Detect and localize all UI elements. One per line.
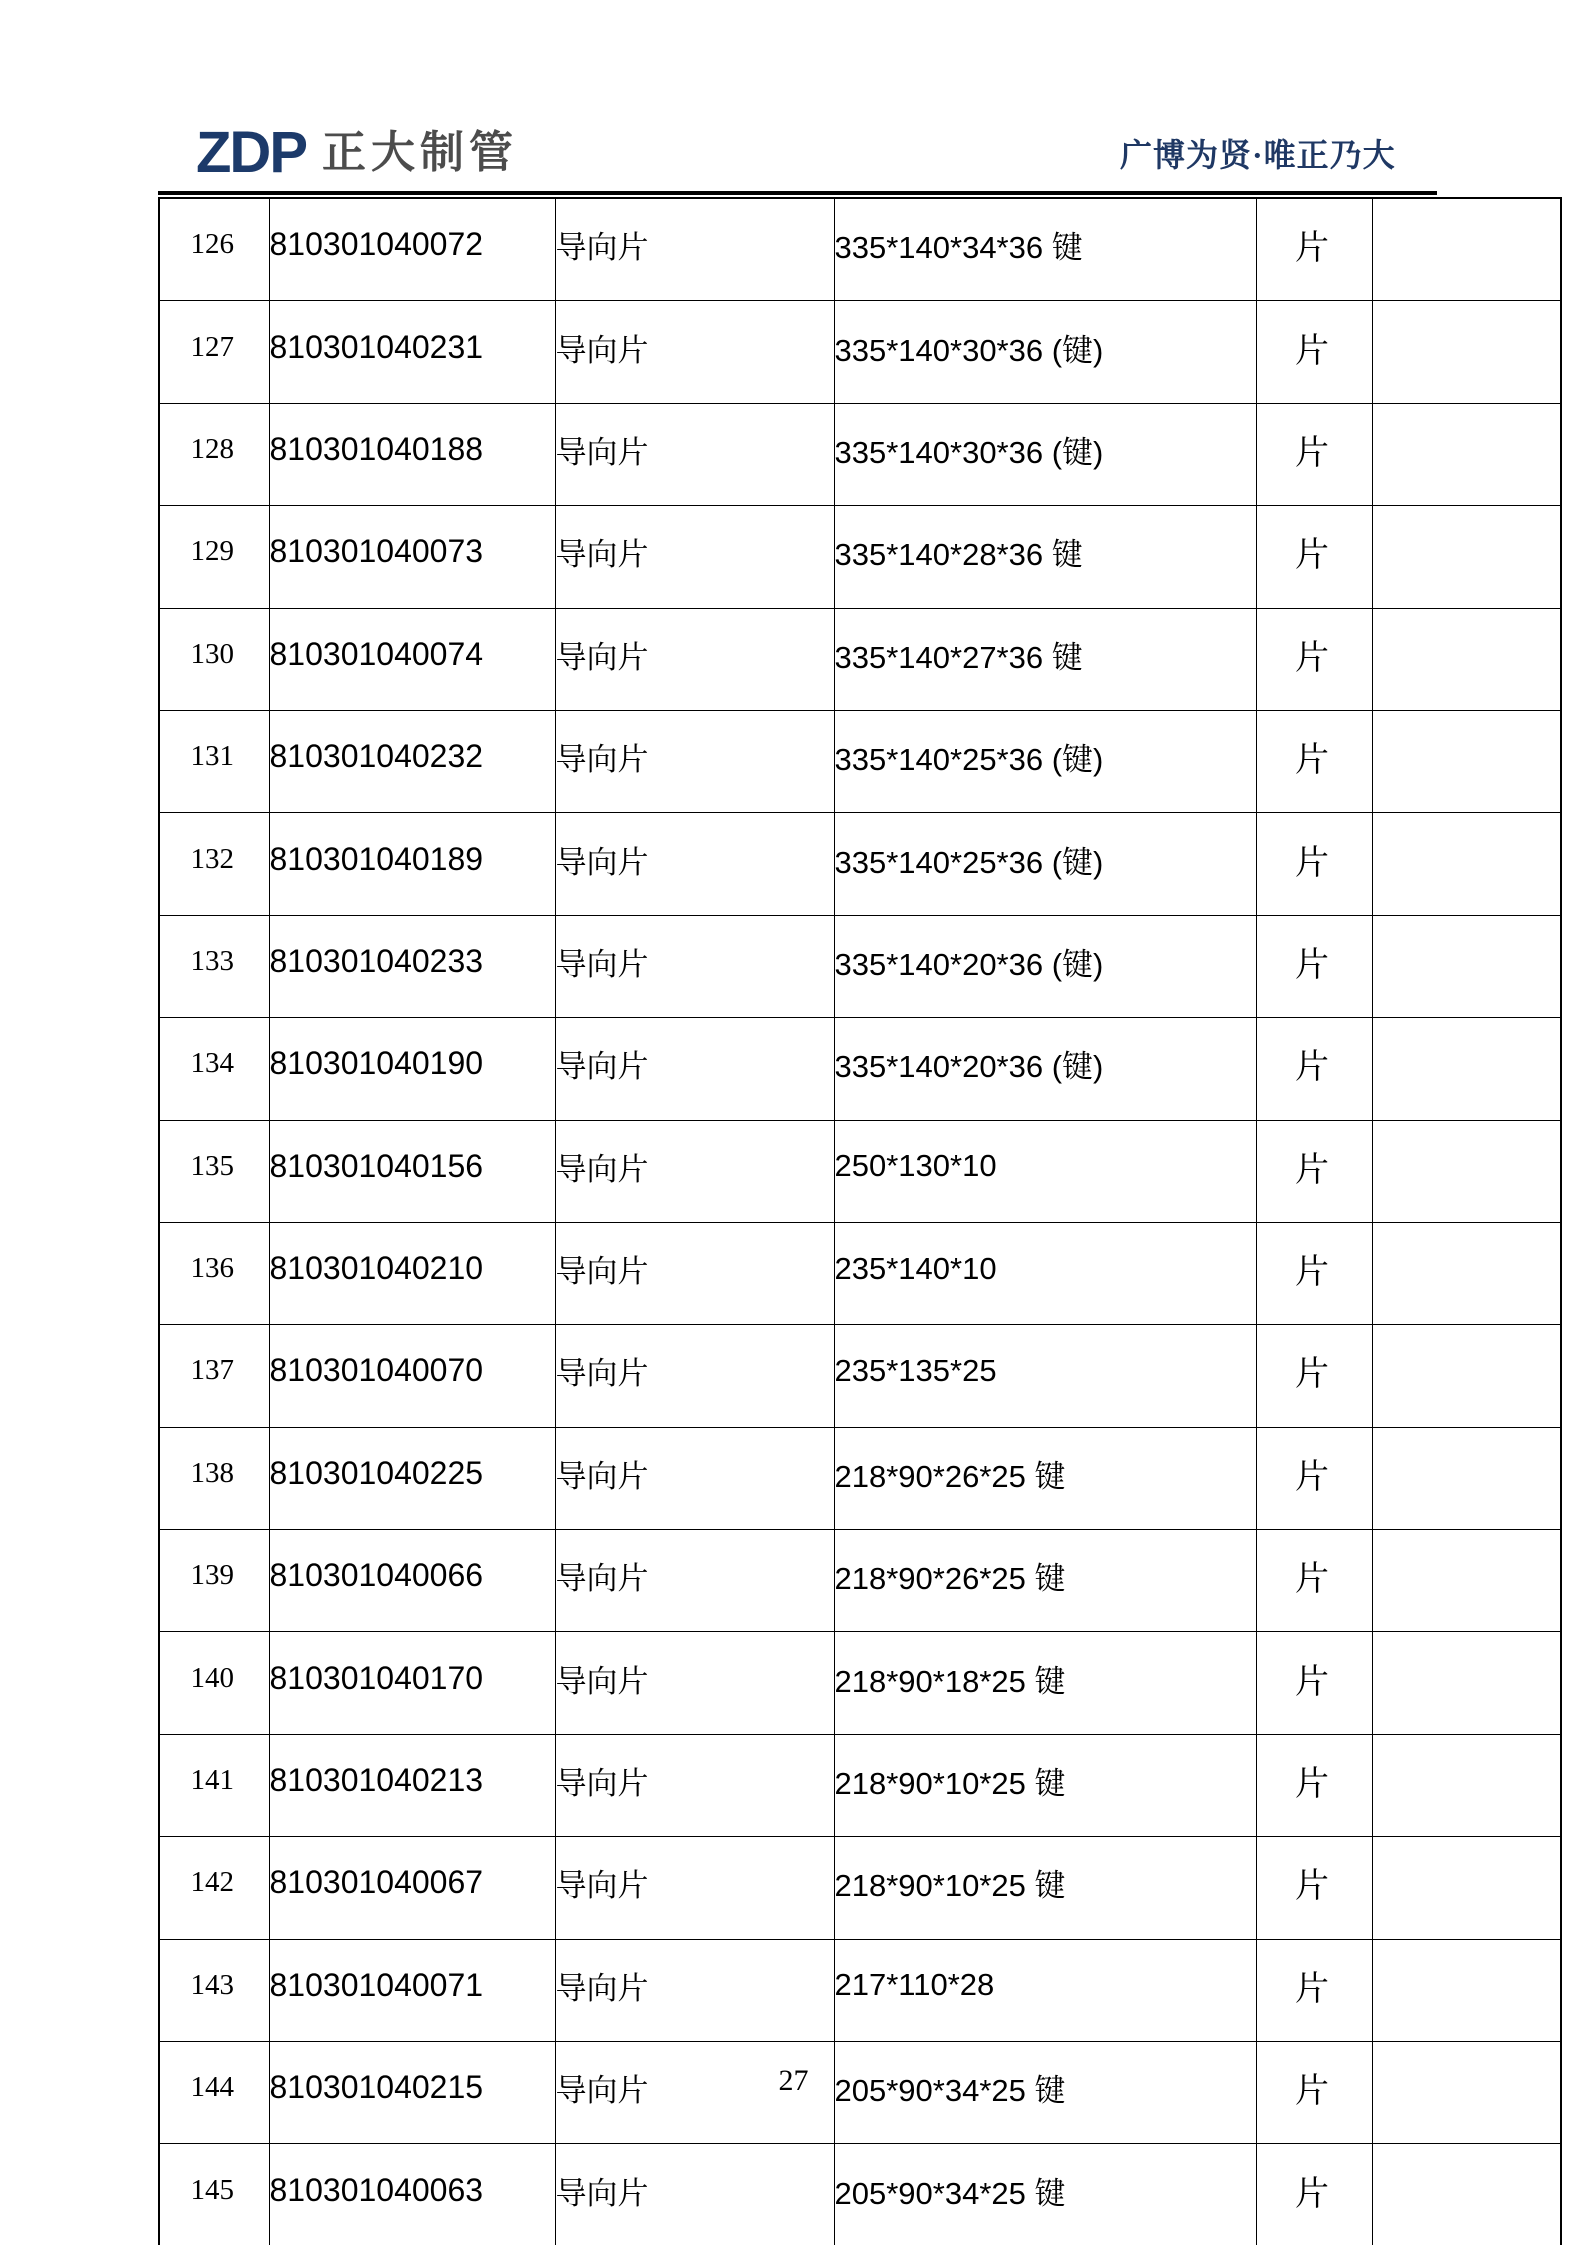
material-name-cell: 导向片 (555, 1837, 834, 1939)
material-name-cell: 导向片 (555, 301, 834, 403)
table-row (159, 1734, 1561, 1836)
unit-cell: 片 (1256, 506, 1372, 608)
table-row (159, 1325, 1561, 1427)
material-code-cell: 810301040070 (269, 1325, 555, 1427)
table-row (159, 1939, 1561, 2041)
spec-cell: 335*140*20*36 (键) (834, 915, 1256, 1017)
page-number: 27 (778, 2064, 809, 2097)
material-name-cell: 导向片 (555, 2042, 834, 2144)
unit-cell: 片 (1256, 2042, 1372, 2144)
note-cell (1372, 1632, 1561, 1734)
spec-cell: 335*140*34*36 键 (834, 198, 1256, 301)
spec-cell: 218*90*10*25 键 (834, 1734, 1256, 1836)
spec-cell: 205*90*34*25 键 (834, 2042, 1256, 2144)
table-row (159, 1530, 1561, 1632)
note-cell (1372, 2144, 1561, 2245)
material-name-cell: 导向片 (555, 1632, 834, 1734)
note-cell (1372, 301, 1561, 403)
spec-cell: 335*140*25*36 (键) (834, 710, 1256, 812)
note-cell (1372, 710, 1561, 812)
material-code-cell: 810301040067 (269, 1837, 555, 1939)
note-cell (1372, 506, 1561, 608)
table-row (159, 2144, 1561, 2245)
header-rule-line (158, 191, 1437, 195)
table-row (159, 1427, 1561, 1529)
material-code-cell: 810301040233 (269, 915, 555, 1017)
row-index-cell: 135 (159, 1120, 269, 1222)
material-name-cell: 导向片 (555, 403, 834, 505)
material-code-cell: 810301040170 (269, 1632, 555, 1734)
material-code-cell: 810301040063 (269, 2144, 555, 2245)
material-code-cell: 810301040231 (269, 301, 555, 403)
material-name-cell: 导向片 (555, 198, 834, 301)
table-row (159, 813, 1561, 915)
note-cell (1372, 1530, 1561, 1632)
row-index-cell: 134 (159, 1018, 269, 1120)
row-index-cell: 136 (159, 1222, 269, 1324)
material-code-cell: 810301040072 (269, 198, 555, 301)
spec-cell: 335*140*28*36 键 (834, 506, 1256, 608)
spec-cell: 335*140*27*36 键 (834, 608, 1256, 710)
row-index-cell: 138 (159, 1427, 269, 1529)
material-code-cell: 810301040210 (269, 1222, 555, 1324)
row-index-cell: 127 (159, 301, 269, 403)
table-row (159, 1120, 1561, 1222)
row-index-cell: 137 (159, 1325, 269, 1427)
material-name-cell: 导向片 (555, 1325, 834, 1427)
material-code-cell: 810301040232 (269, 710, 555, 812)
material-code-cell: 810301040189 (269, 813, 555, 915)
table-row (159, 915, 1561, 1017)
material-name-cell: 导向片 (555, 2144, 834, 2245)
row-index-cell: 140 (159, 1632, 269, 1734)
spec-cell: 235*140*10 (834, 1222, 1256, 1324)
material-code-cell: 810301040074 (269, 608, 555, 710)
row-index-cell: 130 (159, 608, 269, 710)
material-name-cell: 导向片 (555, 1222, 834, 1324)
row-index-cell: 144 (159, 2042, 269, 2144)
material-name-cell: 导向片 (555, 506, 834, 608)
spec-cell: 218*90*26*25 键 (834, 1530, 1256, 1632)
unit-cell: 片 (1256, 1325, 1372, 1427)
note-cell (1372, 608, 1561, 710)
note-cell (1372, 813, 1561, 915)
table-row (159, 198, 1561, 301)
unit-cell: 片 (1256, 915, 1372, 1017)
note-cell (1372, 1325, 1561, 1427)
table-row (159, 1632, 1561, 1734)
row-index-cell: 131 (159, 710, 269, 812)
unit-cell: 片 (1256, 1120, 1372, 1222)
material-code-cell: 810301040066 (269, 1530, 555, 1632)
material-name-cell: 导向片 (555, 813, 834, 915)
unit-cell: 片 (1256, 403, 1372, 505)
spec-cell: 335*140*25*36 (键) (834, 813, 1256, 915)
unit-cell: 片 (1256, 1939, 1372, 2041)
spec-cell: 335*140*30*36 (键) (834, 403, 1256, 505)
unit-cell: 片 (1256, 1837, 1372, 1939)
table-row (159, 1018, 1561, 1120)
note-cell (1372, 1120, 1561, 1222)
table-row (159, 608, 1561, 710)
unit-cell: 片 (1256, 608, 1372, 710)
logo-company-name: 正大制管 (322, 127, 518, 177)
spec-cell: 250*130*10 (834, 1120, 1256, 1222)
note-cell (1372, 1837, 1561, 1939)
material-name-cell: 导向片 (555, 1018, 834, 1120)
table-row (159, 1222, 1561, 1324)
material-name-cell: 导向片 (555, 1530, 834, 1632)
table-row (159, 301, 1561, 403)
row-index-cell: 132 (159, 813, 269, 915)
material-code-cell: 810301040213 (269, 1734, 555, 1836)
material-name-cell: 导向片 (555, 1427, 834, 1529)
spec-cell: 205*90*34*25 键 (834, 2144, 1256, 2245)
unit-cell: 片 (1256, 1427, 1372, 1529)
logo-zdp-mark: ZDP (196, 120, 306, 185)
unit-cell: 片 (1256, 710, 1372, 812)
company-logo (196, 120, 518, 185)
unit-cell: 片 (1256, 1530, 1372, 1632)
spec-cell: 218*90*18*25 键 (834, 1632, 1256, 1734)
note-cell (1372, 403, 1561, 505)
material-code-cell: 810301040071 (269, 1939, 555, 2041)
material-name-cell: 导向片 (555, 1120, 834, 1222)
unit-cell: 片 (1256, 813, 1372, 915)
unit-cell: 片 (1256, 1632, 1372, 1734)
note-cell (1372, 1222, 1561, 1324)
parts-table-body (159, 198, 1561, 2245)
table-row (159, 403, 1561, 505)
material-name-cell: 导向片 (555, 1939, 834, 2041)
note-cell (1372, 1018, 1561, 1120)
spec-cell: 235*135*25 (834, 1325, 1256, 1427)
note-cell (1372, 915, 1561, 1017)
unit-cell: 片 (1256, 301, 1372, 403)
unit-cell: 片 (1256, 198, 1372, 301)
row-index-cell: 126 (159, 198, 269, 301)
material-name-cell: 导向片 (555, 1734, 834, 1836)
material-code-cell: 810301040188 (269, 403, 555, 505)
spec-cell: 218*90*26*25 键 (834, 1427, 1256, 1529)
spec-cell: 218*90*10*25 键 (834, 1837, 1256, 1939)
row-index-cell: 142 (159, 1837, 269, 1939)
row-index-cell: 141 (159, 1734, 269, 1836)
row-index-cell: 129 (159, 506, 269, 608)
row-index-cell: 128 (159, 403, 269, 505)
spec-cell: 217*110*28 (834, 1939, 1256, 2041)
table-row (159, 506, 1561, 608)
table-row (159, 1837, 1561, 1939)
material-code-cell: 810301040156 (269, 1120, 555, 1222)
row-index-cell: 145 (159, 2144, 269, 2245)
row-index-cell: 143 (159, 1939, 269, 2041)
note-cell (1372, 1427, 1561, 1529)
unit-cell: 片 (1256, 1018, 1372, 1120)
row-index-cell: 139 (159, 1530, 269, 1632)
note-cell (1372, 1734, 1561, 1836)
company-slogan: 广博为贤·唯正乃大 (1120, 137, 1396, 173)
unit-cell: 片 (1256, 2144, 1372, 2245)
unit-cell: 片 (1256, 1222, 1372, 1324)
spec-cell: 335*140*30*36 (键) (834, 301, 1256, 403)
material-code-cell: 810301040215 (269, 2042, 555, 2144)
spec-cell: 335*140*20*36 (键) (834, 1018, 1256, 1120)
material-name-cell: 导向片 (555, 915, 834, 1017)
note-cell (1372, 198, 1561, 301)
row-index-cell: 133 (159, 915, 269, 1017)
unit-cell: 片 (1256, 1734, 1372, 1836)
material-code-cell: 810301040073 (269, 506, 555, 608)
material-name-cell: 导向片 (555, 608, 834, 710)
material-code-cell: 810301040190 (269, 1018, 555, 1120)
parts-table (158, 197, 1562, 2245)
table-row (159, 710, 1561, 812)
material-code-cell: 810301040225 (269, 1427, 555, 1529)
material-name-cell: 导向片 (555, 710, 834, 812)
note-cell (1372, 1939, 1561, 2041)
